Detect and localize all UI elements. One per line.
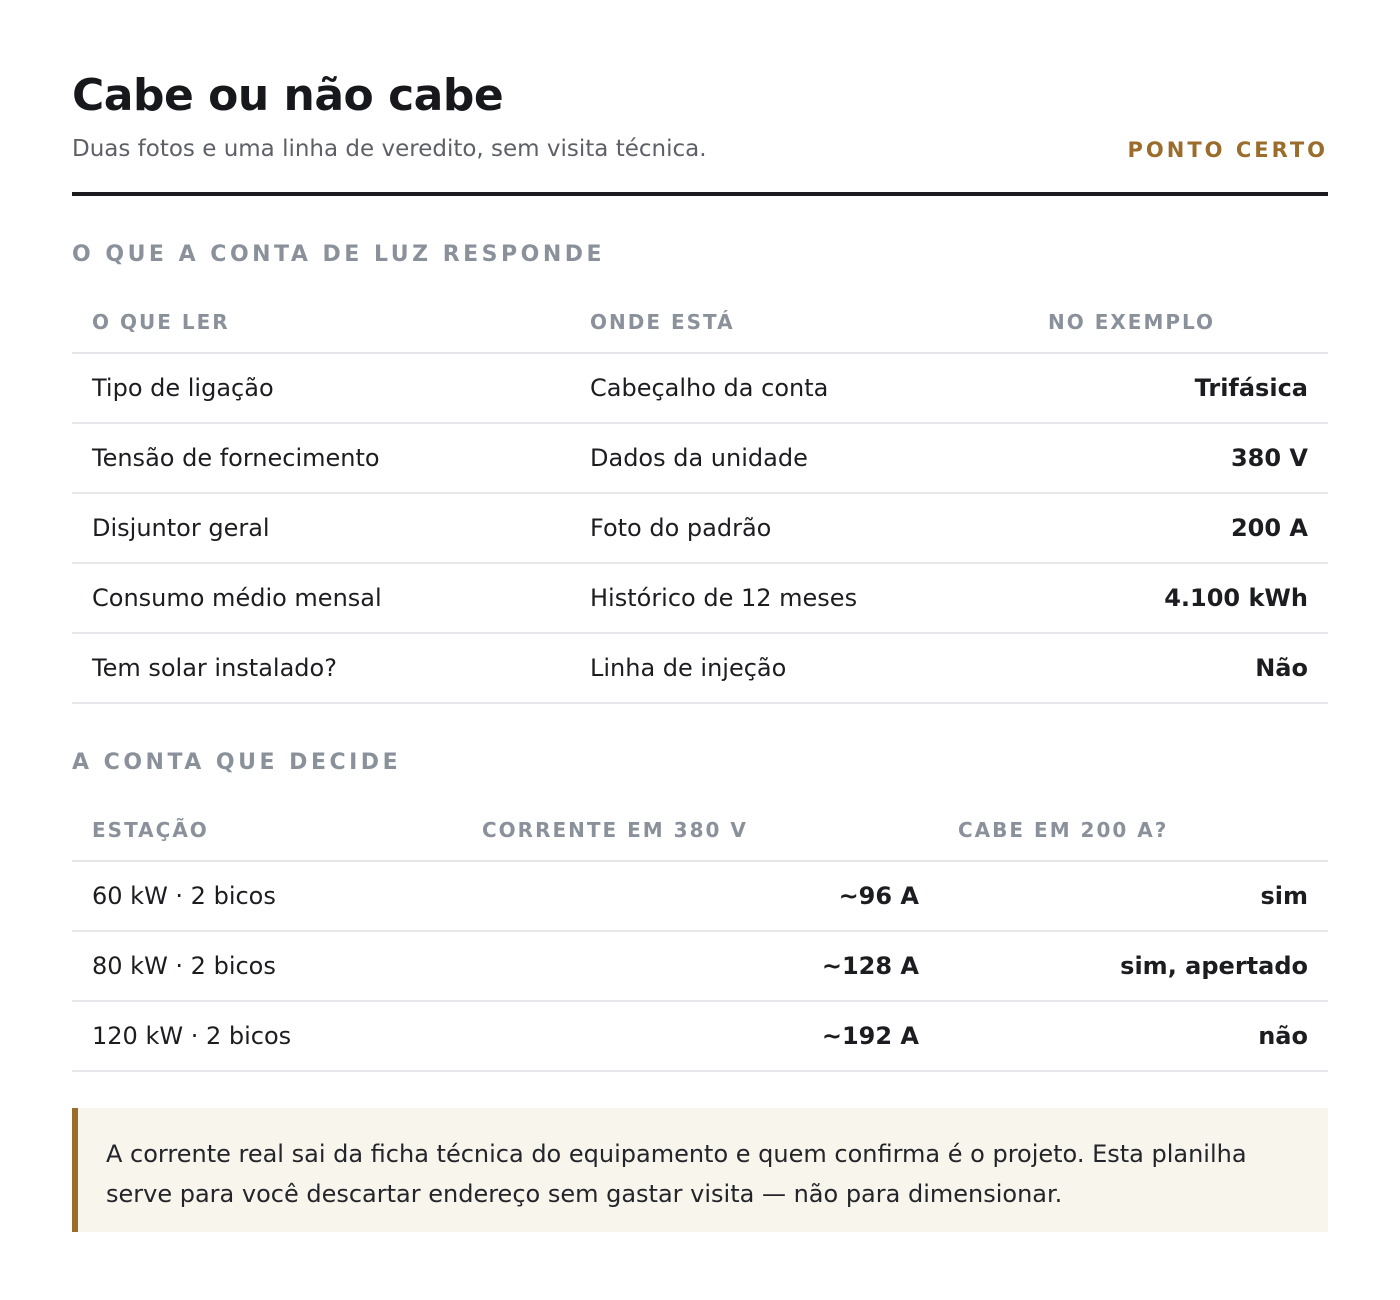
fits-verdict: sim, apertado xyxy=(1120,952,1308,980)
decision-table-header xyxy=(72,806,1328,862)
row-location: Cabeçalho da conta xyxy=(590,374,829,402)
station-label: 60 kW · 2 bicos xyxy=(92,882,276,910)
column-header-what: O QUE LER xyxy=(92,310,230,334)
station-label: 80 kW · 2 bicos xyxy=(92,952,276,980)
table-row xyxy=(72,862,1328,932)
table-row xyxy=(72,634,1328,704)
current-value: ~192 A xyxy=(821,1022,919,1050)
column-header-station: ESTAÇÃO xyxy=(92,818,209,842)
row-location: Dados da unidade xyxy=(590,444,808,472)
fits-verdict: sim xyxy=(1260,882,1308,910)
row-example-value: 200 A xyxy=(1230,514,1308,542)
row-label: Consumo médio mensal xyxy=(92,584,382,612)
row-label: Tensão de fornecimento xyxy=(92,444,380,472)
disclaimer-text: A corrente real sai da ficha técnica do equipamento e quem confirma é o projeto. Esta planilha serve para você descartar endereço sem gastar visita — não para dimensionar. xyxy=(106,1140,1247,1208)
row-location: Histórico de 12 meses xyxy=(590,584,858,612)
row-label: Disjuntor geral xyxy=(92,514,270,542)
row-example-value: 4.100 kWh xyxy=(1164,584,1308,612)
row-label: Tem solar instalado? xyxy=(92,654,337,682)
bill-table-header xyxy=(72,298,1328,354)
column-header-current: CORRENTE EM 380 V xyxy=(482,818,748,842)
row-location: Linha de injeção xyxy=(590,654,787,682)
current-value: ~128 A xyxy=(821,952,919,980)
disclaimer-note xyxy=(72,1108,1328,1232)
row-label: Tipo de ligação xyxy=(92,374,274,402)
page-subtitle: Duas fotos e uma linha de veredito, sem visita técnica. xyxy=(72,136,707,162)
decision-table xyxy=(72,806,1328,1072)
row-location: Foto do padrão xyxy=(590,514,772,542)
row-example-value: Não xyxy=(1255,654,1308,682)
current-value: ~96 A xyxy=(838,882,919,910)
column-header-example: NO EXEMPLO xyxy=(1048,310,1216,334)
brand-label: PONTO CERTO xyxy=(1127,138,1328,162)
column-header-where: ONDE ESTÁ xyxy=(590,310,735,334)
page-title: Cabe ou não cabe xyxy=(72,70,504,121)
bill-table xyxy=(72,298,1328,704)
table-row xyxy=(72,494,1328,564)
section-title-bill: O QUE A CONTA DE LUZ RESPONDE xyxy=(72,242,606,267)
station-label: 120 kW · 2 bicos xyxy=(92,1022,292,1050)
column-header-fits: CABE EM 200 A? xyxy=(958,818,1169,842)
page xyxy=(72,0,1328,1208)
row-example-value: Trifásica xyxy=(1194,374,1308,402)
table-row xyxy=(72,564,1328,634)
table-row xyxy=(72,1002,1328,1072)
table-row xyxy=(72,354,1328,424)
table-row xyxy=(72,932,1328,1002)
page-header xyxy=(72,0,1328,196)
section-title-decision: A CONTA QUE DECIDE xyxy=(72,750,402,775)
row-example-value: 380 V xyxy=(1230,444,1308,472)
fits-verdict: não xyxy=(1258,1022,1308,1050)
table-row xyxy=(72,424,1328,494)
